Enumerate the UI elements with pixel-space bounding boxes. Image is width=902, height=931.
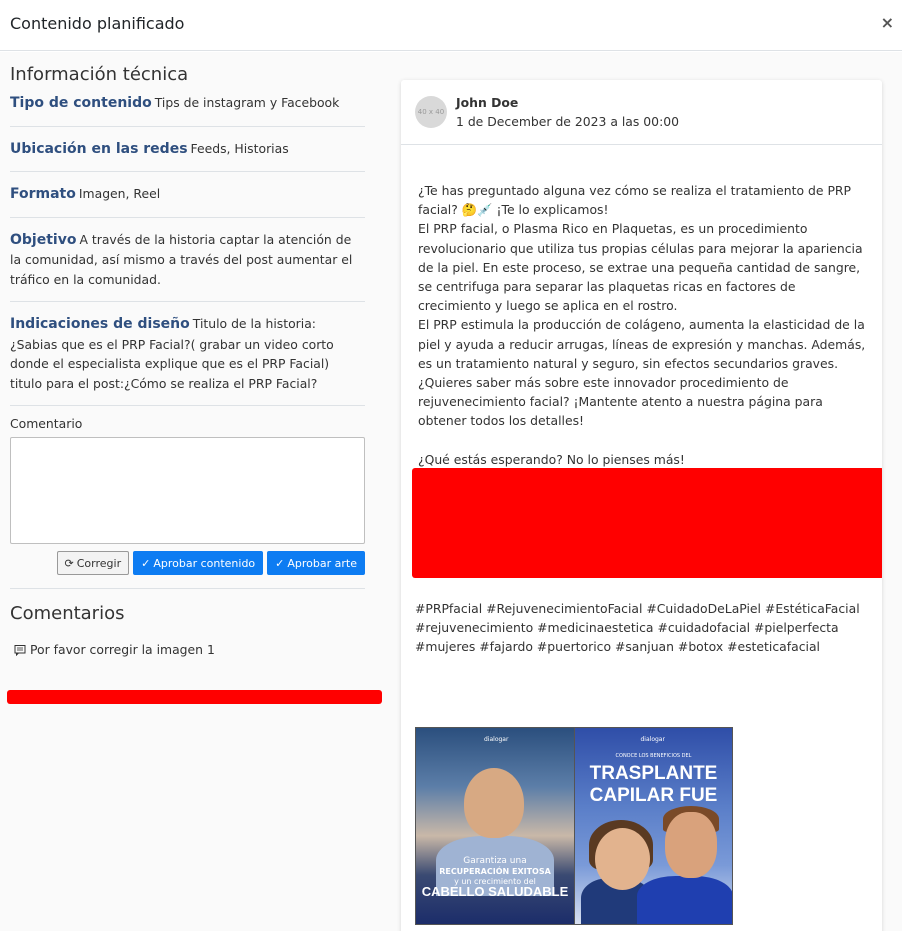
model-face [464, 768, 524, 838]
info-content-type [10, 91, 365, 127]
approve-content-button[interactable] [133, 551, 263, 575]
objective-label: Objetivo [10, 231, 77, 248]
image-1-line-1: Garantiza una [463, 856, 527, 866]
redaction-block [412, 468, 882, 578]
avatar: 40 x 40 [415, 96, 447, 128]
woman-face [595, 828, 650, 890]
modal-header [0, 0, 902, 51]
image-2-subtitle: CONOCE LOS BENEFICIOS DEL [615, 753, 692, 759]
man-body [637, 876, 733, 924]
post-date: 1 de December de 2023 a las 00:00 [456, 114, 680, 129]
technical-info-panel [10, 64, 365, 657]
info-network-location [10, 137, 365, 173]
check-icon: ✓ [141, 556, 151, 570]
image-2-line-1: TRASPLANTE [589, 763, 718, 784]
image-1-line-4: CABELLO SALUDABLE [421, 884, 569, 899]
approve-art-label: Aprobar arte [287, 556, 357, 570]
close-icon[interactable]: × [880, 13, 894, 32]
modal-title: Contenido planificado [10, 14, 185, 33]
brand-logo: dialogar [484, 736, 509, 743]
format-value: Imagen, Reel [78, 186, 161, 201]
info-format [10, 182, 365, 218]
post-paragraph-blank [418, 431, 870, 450]
post-image-gallery [415, 727, 733, 925]
image-1-line-2: RECUPERACIÓN EXITOSA [439, 867, 551, 876]
info-design-instructions [10, 312, 365, 406]
correct-button[interactable] [57, 551, 130, 575]
approve-art-button[interactable] [267, 551, 365, 575]
technical-info-title: Información técnica [10, 64, 189, 85]
network-location-value: Feeds, Historias [190, 140, 289, 156]
post-paragraph: ¿Quieres saber más sobre este innovador procedimiento de rejuvenecimiento facial? ¡Mantente atento a nuestra página para obtener todos los detalles! [418, 375, 823, 429]
post-author: John Doe [456, 95, 519, 110]
approve-content-label: Aprobar contenido [153, 556, 256, 570]
comment-label: Comentario [10, 416, 83, 431]
post-hashtags: #PRPfacial #RejuvenecimientoFacial #CuidadoDeLaPiel #EstéticaFacial #rejuvenecimiento #medicinaestetica #cuidadofacial #pielperfecta #mujeres #fajardo #puertorico #sanjuan #botox #esteticafacial [415, 601, 860, 655]
image-1-line-3: y un crecimiento del [454, 877, 536, 886]
info-objective [10, 228, 365, 303]
brand-logo: dialogar [640, 736, 665, 743]
post-preview-card [401, 80, 882, 931]
post-paragraph: ¿Te has preguntado alguna vez cómo se realiza el tratamiento de PRP facial? 🤔💉 ¡Te lo explicamos! [418, 183, 851, 218]
comment-item [10, 642, 365, 657]
correct-button-label: Corregir [76, 556, 122, 570]
network-location-label: Ubicación en las redes [10, 140, 188, 157]
comments-title: Comentarios [10, 603, 125, 624]
content-type-value: Tips de instagram y Facebook [154, 95, 340, 110]
post-paragraph: El PRP estimula la producción de colágeno, aumenta la elasticidad de la piel y ayuda a reducir arrugas, líneas de expresión y manchas. Además, es un tratamiento natural y seguro, sin efectos secundarios graves. [418, 317, 866, 371]
refresh-icon: ⟳ [64, 556, 74, 570]
design-instructions-label: Indicaciones de diseño [10, 316, 190, 332]
format-label: Formato [10, 186, 76, 202]
redaction-bar [7, 690, 382, 704]
design-instructions-value: Titulo de la historia: ¿Sabias que es el PRP Facial?( grabar un video corto donde el especialista explique que es el PRP Facial) titulo para el post:¿Cómo se realiza el PRP Facial? [10, 316, 334, 391]
comment-textarea[interactable] [10, 437, 365, 544]
post-header [401, 80, 882, 145]
post-paragraph: ¿Qué estás esperando? No lo pienses más! [418, 451, 685, 467]
content-type-label: Tipo de contenido [10, 95, 152, 111]
post-image-1[interactable] [416, 728, 574, 924]
post-body [418, 181, 870, 488]
man-face [665, 812, 717, 878]
action-buttons [10, 551, 365, 575]
post-image-2[interactable] [575, 728, 733, 924]
check-icon: ✓ [275, 556, 285, 570]
comment-text: Por favor corregir la imagen 1 [30, 642, 215, 657]
objective-value: A través de la historia captar la atención de la comunidad, así mismo a través del post aumentar el tráfico en la comunidad. [10, 231, 353, 287]
image-2-line-2: CAPILAR FUE [589, 785, 718, 806]
divider [10, 588, 365, 589]
comment-icon [14, 644, 26, 656]
post-paragraph: El PRP facial, o Plasma Rico en Plaquetas, es un procedimiento revolucionario que utiliza tus propias células para mejorar la apariencia de la piel. En este proceso, se extrae una pequeña cantidad de sangre, se centrifuga para separar las plaquetas ricas en factores de crecimiento y luego se aplica en el rostro. [418, 221, 863, 314]
